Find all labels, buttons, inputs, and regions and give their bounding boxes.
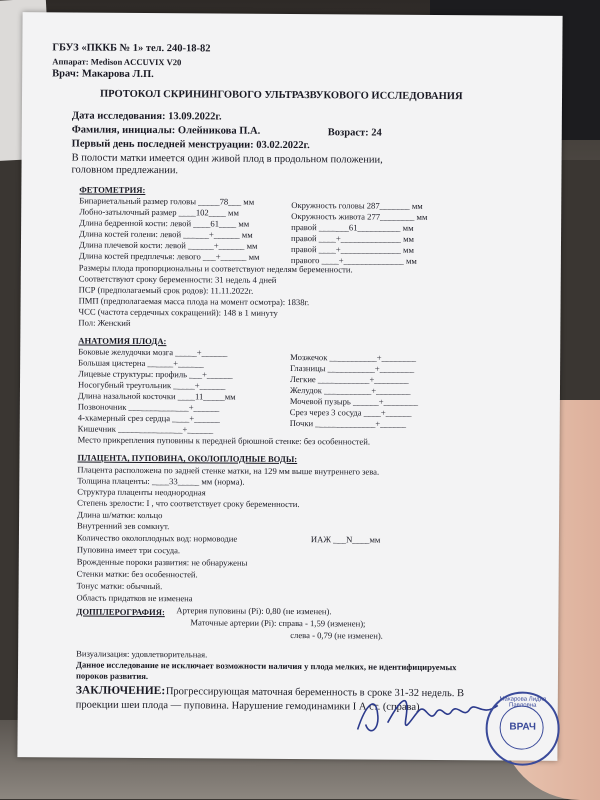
fetometry-ofd: Лобно-затылочный размер ____102____ мм (79, 206, 239, 218)
anatomy-three-vessels: Срез через 3 сосуда ____+______ (289, 406, 412, 418)
doctor-signature (348, 674, 508, 745)
fetometry-forearm: Длина костей предплечья: левого ___+______ мм (78, 250, 260, 262)
anatomy-ventricles: Боковые желудочки мозга _____+______ (78, 346, 228, 358)
anatomy-heart: 4-хкамерный срез сердца ____+______ (77, 412, 221, 424)
anatomy-face: Лицевые структуры: профиль ___+______ (78, 368, 233, 380)
doppler-uterine-left: слева - 0,79 (не изменен). (290, 630, 383, 641)
patient-age: Возраст: 24 (327, 127, 382, 139)
anatomy-cerebellum: Мозжечок ___________+________ (290, 352, 417, 363)
clinic-line: ГБУЗ «ПККБ № 1» тел. 240-18-82 (52, 42, 211, 55)
visualization: Визуализация: удовлетворительная. (76, 648, 208, 660)
fetometry-proportional: Размеры плода пропорциональны и соответствуют неделям беременности. (78, 262, 353, 275)
anatomy-bowel: Кишечник _______________+______ (77, 423, 214, 435)
placenta-structure: Структура плаценты неоднородная (77, 486, 206, 498)
stamp-ring-text: Макарова Лидия Павловна (499, 696, 547, 709)
doppler-uterine-right: Маточные артерии (Pi): справа - 1,59 (изменен); (190, 617, 366, 629)
internal-os: Внутренний зев сомкнут. (76, 520, 170, 532)
fetometry-femur: Длина бедренной кости: левой ____61____ мм (79, 217, 250, 229)
doctor-line: Врач: Макарова Л.П. (52, 68, 154, 81)
congenital-defects: Врожденные пороки развития: не обнаружены (76, 556, 248, 568)
document-title: ПРОТОКОЛ СКРИНИНГОВОГО УЛЬТРАЗВУКОВОГО ИССЛЕДОВАНИЯ (99, 88, 463, 103)
fetometry-title: ФЕТОМЕТРИЯ: (79, 184, 146, 195)
anatomy-stomach: Желудок ___________+________ (289, 385, 411, 396)
fetometry-forearm-right: правого ____+______________ мм (290, 255, 417, 266)
fetometry-sex: Пол: Женский (78, 317, 131, 328)
fetometry-femur-right: правой _______61__________ мм (291, 222, 414, 233)
anatomy-orbits: Глазницы ___________+________ (290, 363, 415, 374)
anatomy-lungs: Легкие ____________+________ (290, 374, 409, 385)
fetometry-gestation: Соответствуют сроку беременности: 31 недель 4 дней (78, 273, 277, 285)
umbilical-vessels: Пуповина имеет три сосуда. (76, 544, 181, 556)
doppler-umbilical: Артерия пуповины (Pi): 0,80 (не изменен). (176, 605, 332, 617)
placenta-thickness: Толщина плаценты: ____33_____ мм (норма). (77, 475, 245, 487)
anatomy-spine: Позвоночник ______________+______ (77, 401, 220, 413)
placenta-maturity: Степень зрелости: I , что соответствует сроку беременности. (77, 497, 300, 510)
anatomy-title: АНАТОМИЯ ПЛОДА: (78, 335, 167, 347)
anatomy-nasolabial: Носогубный треугольник _____+______ (77, 379, 226, 391)
stamp-label: ВРАЧ (509, 721, 536, 733)
anatomy-bladder: Мочевой пузырь ______+________ (289, 395, 419, 407)
patient-name: Фамилия, инициалы: Олейникова П.А. (71, 124, 261, 137)
amniotic-fluid: Количество околоплодных вод: нормоводие (76, 532, 238, 544)
anatomy-cisterna: Большая цистерна ______+______ (78, 357, 204, 369)
amniotic-fluid-index: ИАЖ ___N____мм (310, 534, 381, 545)
anatomy-umbilical-insertion: Место прикрепления пуповины к передней брюшной стенке: без особенностей. (77, 434, 371, 447)
conclusion-label: ЗАКЛЮЧЕНИЕ: (75, 684, 166, 698)
fetometry-heart-rate: ЧСС (частота сердечных сокращений): 148 в 1 минуту (78, 306, 278, 318)
fetometry-humerus: Длина плечевой кости: левой ______+______ мм (78, 239, 258, 251)
anatomy-kidneys: Почки ______________+______ (289, 417, 407, 429)
doctor-stamp (485, 691, 560, 766)
conclusion-line-1: Прогрессирующая маточная беременность в сроке 31-32 недель. В (165, 686, 465, 700)
anatomy-nasal-bone: Длина назальной косточки ____11_____мм (77, 390, 236, 402)
fetometry-bpd: Бипариетальный размер головы _____78___ мм (79, 195, 255, 207)
fetometry-humerus-right: правой ____+______________ мм (290, 244, 414, 255)
fetometry-head-circ: Окружность головы 287_______ мм (291, 200, 423, 211)
cervix-length: Длина ш/матки: кольцо (77, 509, 163, 521)
disclaimer-line-2: пороков развития. (75, 670, 149, 682)
uterine-tone: Тонус матки: обычный. (76, 580, 163, 592)
fetometry-abd-circ: Окружность живота 277________ мм (291, 211, 428, 222)
disclaimer-line-1: Данное исследование не исключает возможности наличия у плода мелких, не идентифицируемых (76, 659, 457, 673)
fetometry-due-date: ПСР (предполагаемый срок родов): 11.11.2022г. (78, 284, 254, 296)
fetometry-weight: ПМП (предполагаемая масса плода на момент осмотра): 1838г. (78, 295, 310, 308)
conclusion-line-2: проекции шеи плода — пуповина. Нарушение гемодинамики I А ст. (справа). (75, 699, 423, 713)
fetometry-tibia-right: правой ____+______________ мм (291, 233, 415, 244)
doppler-title: ДОППЛЕРОГРАФИЯ: (76, 606, 165, 618)
cavity-line-2: головном предлежании. (71, 164, 179, 177)
adnexa: Область придатков не изменена (76, 592, 193, 604)
uterine-walls: Стенки матки: без особенностей. (76, 568, 198, 580)
fetometry-tibia: Длина костей голени: левой ______+______ мм (79, 228, 253, 240)
last-menstruation: Первый день последней менструации: 03.02.2022г. (71, 138, 310, 152)
placenta-title: ПЛАЦЕНТА, ПУПОВИНА, ОКОЛОПЛОДНЫЕ ВОДЫ: (77, 452, 298, 465)
exam-date: Дата исследования: 13.09.2022г. (71, 110, 222, 123)
device-line: Аппарат: Medison ACCUVIX V20 (52, 56, 182, 68)
placenta-location: Плацента расположена по задней стенке матки, на 129 мм выше внутреннего зева. (77, 464, 380, 477)
protocol-document (17, 12, 562, 761)
cavity-line-1: В полости матки имеется один живой плод в продольном положении, (71, 152, 383, 166)
